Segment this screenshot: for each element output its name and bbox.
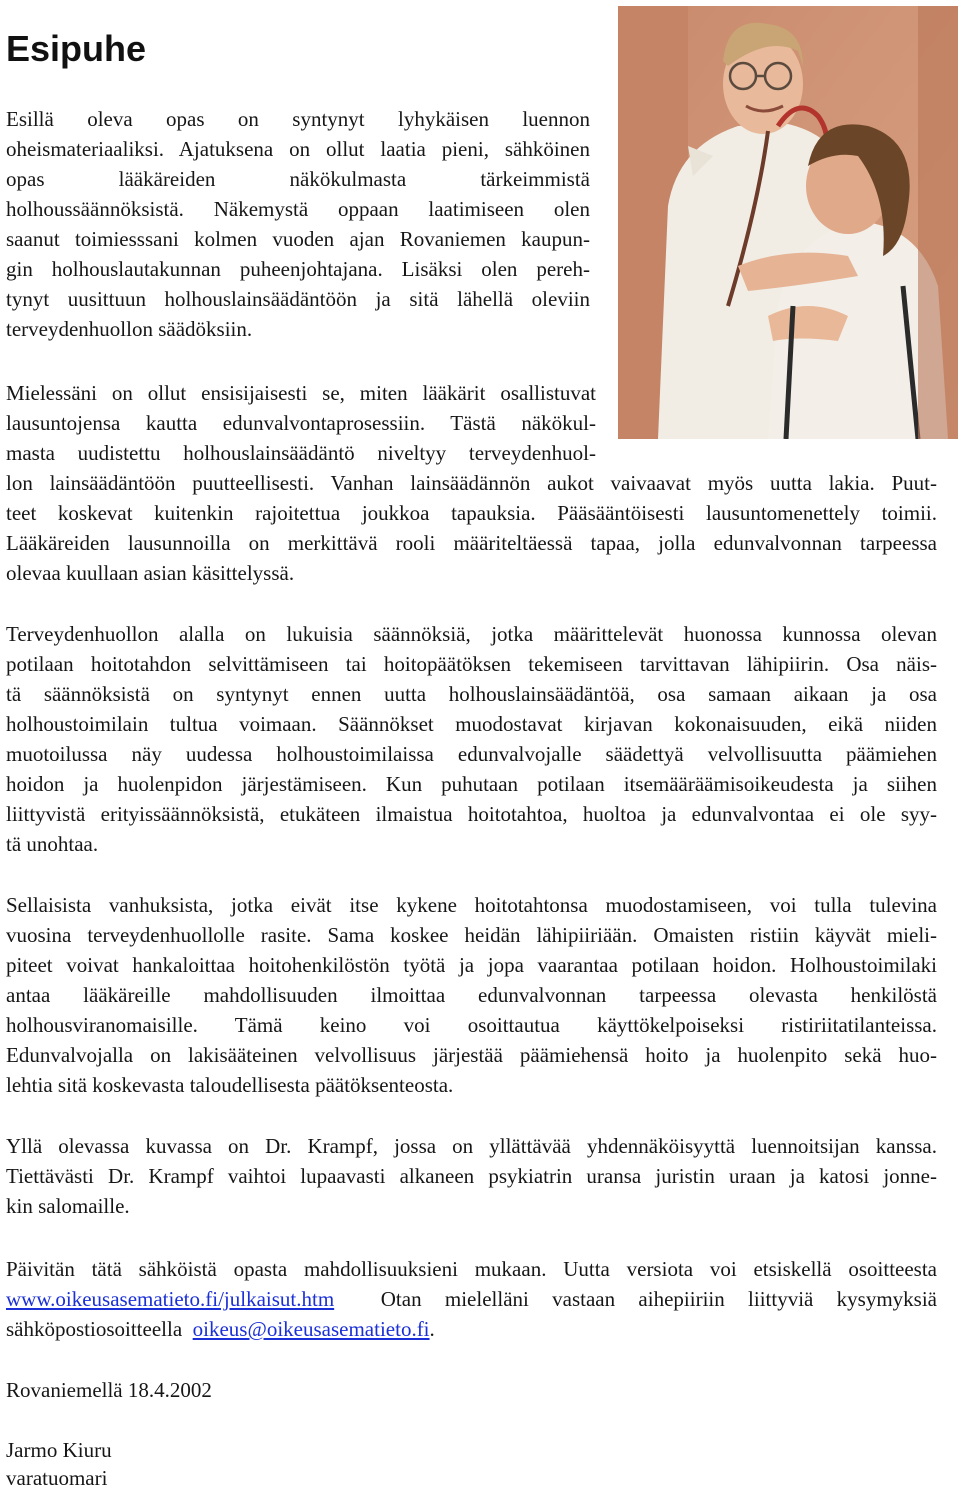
paragraph-line: kin salomaille. [6, 1194, 130, 1218]
paragraph-line: Tiettävästi Dr. Krampf vaihtoi lupaavasti alkaneen psykiatrin uransa juristin uraan ja katosi jonne- [6, 1164, 937, 1188]
paragraph-line: Yllä olevassa kuvassa on Dr. Krampf, jossa on yllättävää yhdennäköisyyttä luennoitsijan kanssa. [6, 1134, 937, 1158]
paragraph-line: tä unohtaa. [6, 832, 99, 856]
intro-line: saanut toimiesssani kolmen vuoden ajan Rovaniemen kaupun- [6, 227, 590, 251]
paragraph-line: olevaa kuullaan asian käsittelyssä. [6, 561, 295, 585]
paragraph-line: muotoilussa näy uudessa holhoustoimilaissa edunvalvojalle säädettyä velvollisuutta päämiehen [6, 742, 937, 766]
paragraph-line: holhoustoimilain tultua voimaan. Säännökset muodostavat kirjavan kokonaisuuden, eikä niiden [6, 712, 937, 736]
intro-line: opas lääkäreiden näkökulmasta tärkeimmistä [6, 167, 590, 191]
place-date: Rovaniemellä 18.4.2002 [6, 1378, 212, 1402]
paragraph-line-with-url [6, 1284, 937, 1314]
intro-line: tynyt uusittuun holhouslainsäädäntöön ja sitä lähellä oleviin [6, 287, 590, 311]
paragraph-line: piteet voivat hankaloittaa hoitohenkilöstön työtä ja jopa vaarantaa potilaan hoidon. Holhoustoimilaki [6, 953, 937, 977]
paragraph-line: Terveydenhuollon alalla on lukuisia säännöksiä, jotka määrittelevät huonossa kunnossa olevan [6, 622, 937, 646]
paragraph-text: Otan mielelläni vastaan aihepiiriin liittyviä kysymyksiä [334, 1287, 937, 1311]
paragraph-line: lon lainsäädäntöön puutteellisesti. Vanhan lainsäädännön aukot vaivaavat myös uutta lakia. Puut- [6, 471, 937, 495]
paragraph-line-with-email [6, 1314, 435, 1344]
intro-line: gin holhouslautakunnan puheenjohtajana. Lisäksi olen pereh- [6, 257, 590, 281]
paragraph-line: Mielessäni on ollut ensisijaisesti se, miten lääkärit osallistuvat [6, 381, 596, 405]
paragraph-line: holhousviranomaisille. Tämä keino voi osoittautua käyttökelpoiseksi ristiriitatilanteissa. [6, 1013, 937, 1037]
paragraph-line: vuosina terveydenhuollolle rasite. Sama koskee heidän lähipiiriään. Omaisten ristiin käyvät mieli- [6, 923, 937, 947]
photo-doctor-patient [618, 6, 958, 439]
author-role: varatuomari [6, 1466, 108, 1490]
paragraph-line: hoidon ja huolenpidon järjestämiseen. Kun puhutaan potilaan itsemääräämisoikeudesta ja siihen [6, 772, 937, 796]
paragraph-line: liittyvistä erityissäännöksistä, etukäteen ilmaistua hoitotahtoa, huoltoa ja edunvalvontaa ei ole syy- [6, 802, 937, 826]
intro-line: oheismateriaaliksi. Ajatuksena on ollut laatia pieni, sähköinen [6, 137, 590, 161]
paragraph-text: sähköpostiosoitteella [6, 1317, 193, 1341]
author-name: Jarmo Kiuru [6, 1438, 112, 1462]
paragraph-line: Sellaisista vanhuksista, jotka eivät itse kykene hoitotahtonsa muodostamiseen, voi tulla tulevina [6, 893, 937, 917]
website-link[interactable]: www.oikeusasematieto.fi/julkaisut.htm [6, 1287, 335, 1311]
intro-line: holhoussäännöksistä. Näkemystä oppaan laatimiseen olen [6, 197, 590, 221]
email-link[interactable]: oikeus@oikeusasematieto.fi [192, 1317, 430, 1341]
paragraph-text: . [429, 1317, 435, 1341]
paragraph-line: potilaan hoitotahdon selvittämiseen tai hoitopäätöksen tekemiseen tarvittavan lähipiirin. Osa näis- [6, 652, 937, 676]
paragraph-line: Edunvalvojalla on lakisääteinen velvollisuus järjestää päämiehensä hoito ja huolenpito sekä huo- [6, 1043, 937, 1067]
paragraph-line: teet koskevat kuitenkin rajoitettua joukkoa tapauksia. Pääsääntöisesti lausuntomenettely toimii. [6, 501, 937, 525]
paragraph-line: lehtia sitä koskevasta taloudellisesta päätöksenteosta. [6, 1073, 454, 1097]
paragraph-line: Lääkäreiden lausunnoilla on merkittävä rooli määriteltäessä tapaa, jolla edunvalvonnan tarpeessa [6, 531, 937, 555]
paragraph-line: lausuntojensa kautta edunvalvontaprosessiin. Tästä näkökul- [6, 411, 596, 435]
intro-line: terveydenhuollon säädöksiin. [6, 317, 253, 341]
paragraph-line: tä säännöksistä on syntynyt ennen uutta holhouslainsäädäntöä, osa samaan aikaan ja osa [6, 682, 937, 706]
page-title: Esipuhe [6, 28, 147, 69]
intro-line: Esillä oleva opas on syntynyt lyhykäisen luennon [6, 107, 590, 131]
paragraph-line: Päivitän tätä sähköistä opasta mahdollisuuksieni mukaan. Uutta versiota voi etsiskellä osoitteesta [6, 1257, 937, 1281]
paragraph-line: antaa lääkäreille mahdollisuuden ilmoittaa edunvalvonnan tarpeessa olevasta henkilöstä [6, 983, 937, 1007]
paragraph-line: masta uudistettu holhouslainsäädäntö niveltyy terveydenhuol- [6, 441, 596, 465]
